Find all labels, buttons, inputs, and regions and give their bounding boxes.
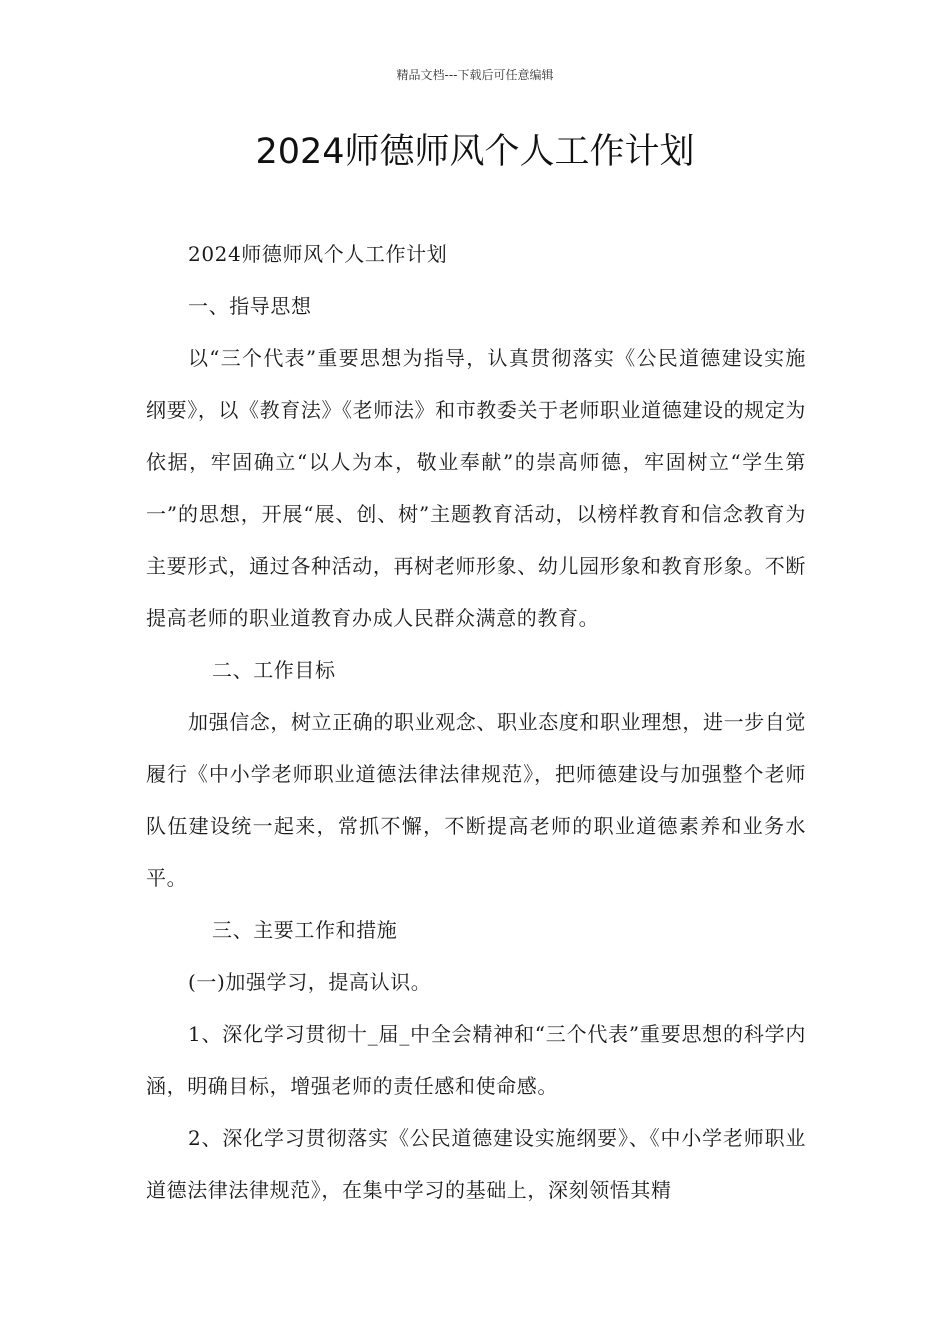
document-title: 2024师德师风个人工作计划 [255,132,695,172]
paragraph-work-goals: 加强信念，树立正确的职业观念、职业态度和职业理想，进一步自觉履行《中小学老师职业道德法律法律规范》，把师德建设与加强整个老师队伍建设统一起来，常抓不懈，不断提高老师的职业道德素养和业务水平。 [146,710,806,890]
document-subtitle: 2024师德师风个人工作计划 [188,242,448,266]
section-heading-work-goals: 二、工作目标 [212,658,336,682]
section-heading-main-work: 三、主要工作和措施 [212,918,398,942]
section-heading-guiding-thought: 一、指导思想 [188,294,312,318]
paragraph-guiding-thought: 以“三个代表”重要思想为指导，认真贯彻落实《公民道德建设实施纲要》，以《教育法》《老师法》和市教委关于老师职业道德建设的规定为依据，牢固确立“以人为本，敬业奉献”的崇高师德，牢固树立“学生第一”的思想，开展“展、创、树”主题教育活动，以榜样教育和信念教育为主要形式，通过各种活动，再树老师形象、幼儿园形象和教育形象。不断提高老师的职业道教育办成人民群众满意的教育。 [146,346,806,630]
list-item: 1、深化学习贯彻十_届_中全会精神和“三个代表”重要思想的科学内涵，明确目标，增强老师的责任感和使命感。 [146,1022,806,1098]
subsection-heading-study: (一)加强学习，提高认识。 [188,970,432,994]
list-item: 2、深化学习贯彻落实《公民道德建设实施纲要》、《中小学老师职业道德法律法律规范》，在集中学习的基础上，深刻领悟其精 [146,1126,806,1202]
header-note: 精品文档---下载后可任意编辑 [396,68,554,82]
document-body [146,228,806,1216]
